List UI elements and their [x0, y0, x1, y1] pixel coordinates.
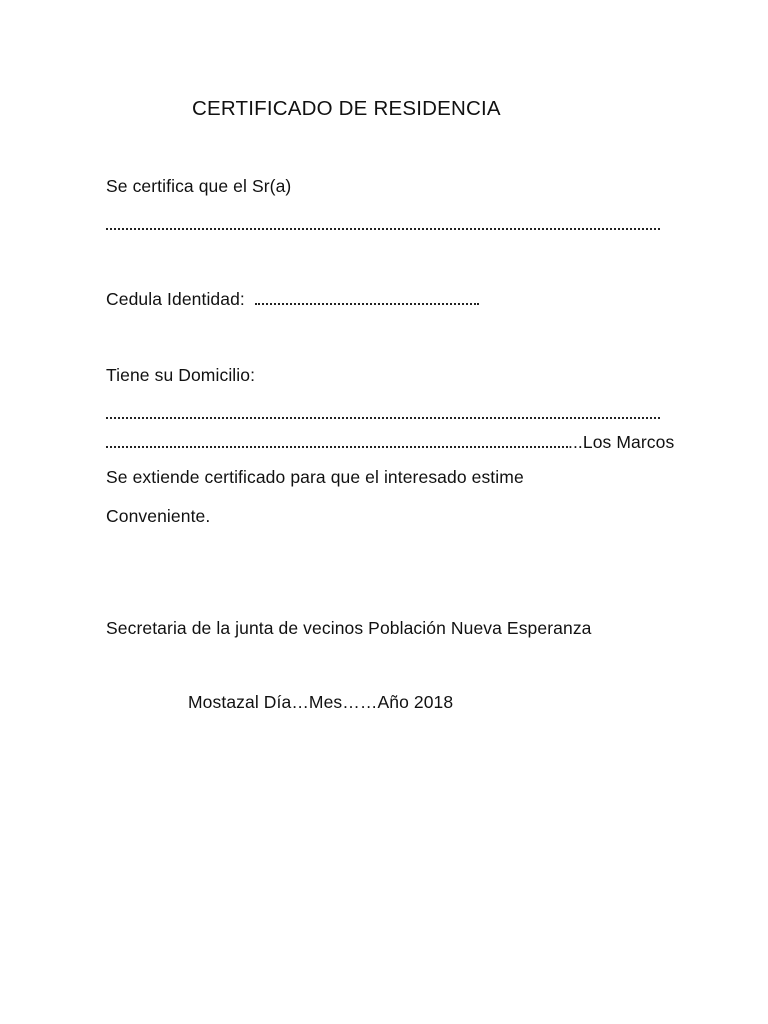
- address-label: Tiene su Domicilio:: [106, 365, 256, 385]
- issuer-text: Secretaria de la junta de vecinos Población Nueva Esperanza: [106, 618, 592, 638]
- purpose-text-line-1: Se extiende certificado para que el interesado estime: [106, 467, 524, 487]
- intro-text: Se certifica que el Sr(a): [106, 176, 292, 196]
- purpose-text-line-2: Conveniente.: [106, 506, 211, 526]
- name-blank-line: [106, 213, 660, 235]
- address-row-2: [106, 431, 674, 453]
- id-row: [106, 288, 479, 310]
- address-blank-line-2: [106, 431, 568, 453]
- place-date-text: Mostazal Día…Mes……Año 2018: [188, 692, 454, 712]
- id-blank-line: [255, 288, 479, 310]
- id-label: Cedula Identidad:: [106, 289, 245, 309]
- address-suffix: ...Los Marcos: [568, 432, 675, 452]
- address-blank-line-1: [106, 402, 660, 424]
- document-title: CERTIFICADO DE RESIDENCIA: [192, 97, 501, 120]
